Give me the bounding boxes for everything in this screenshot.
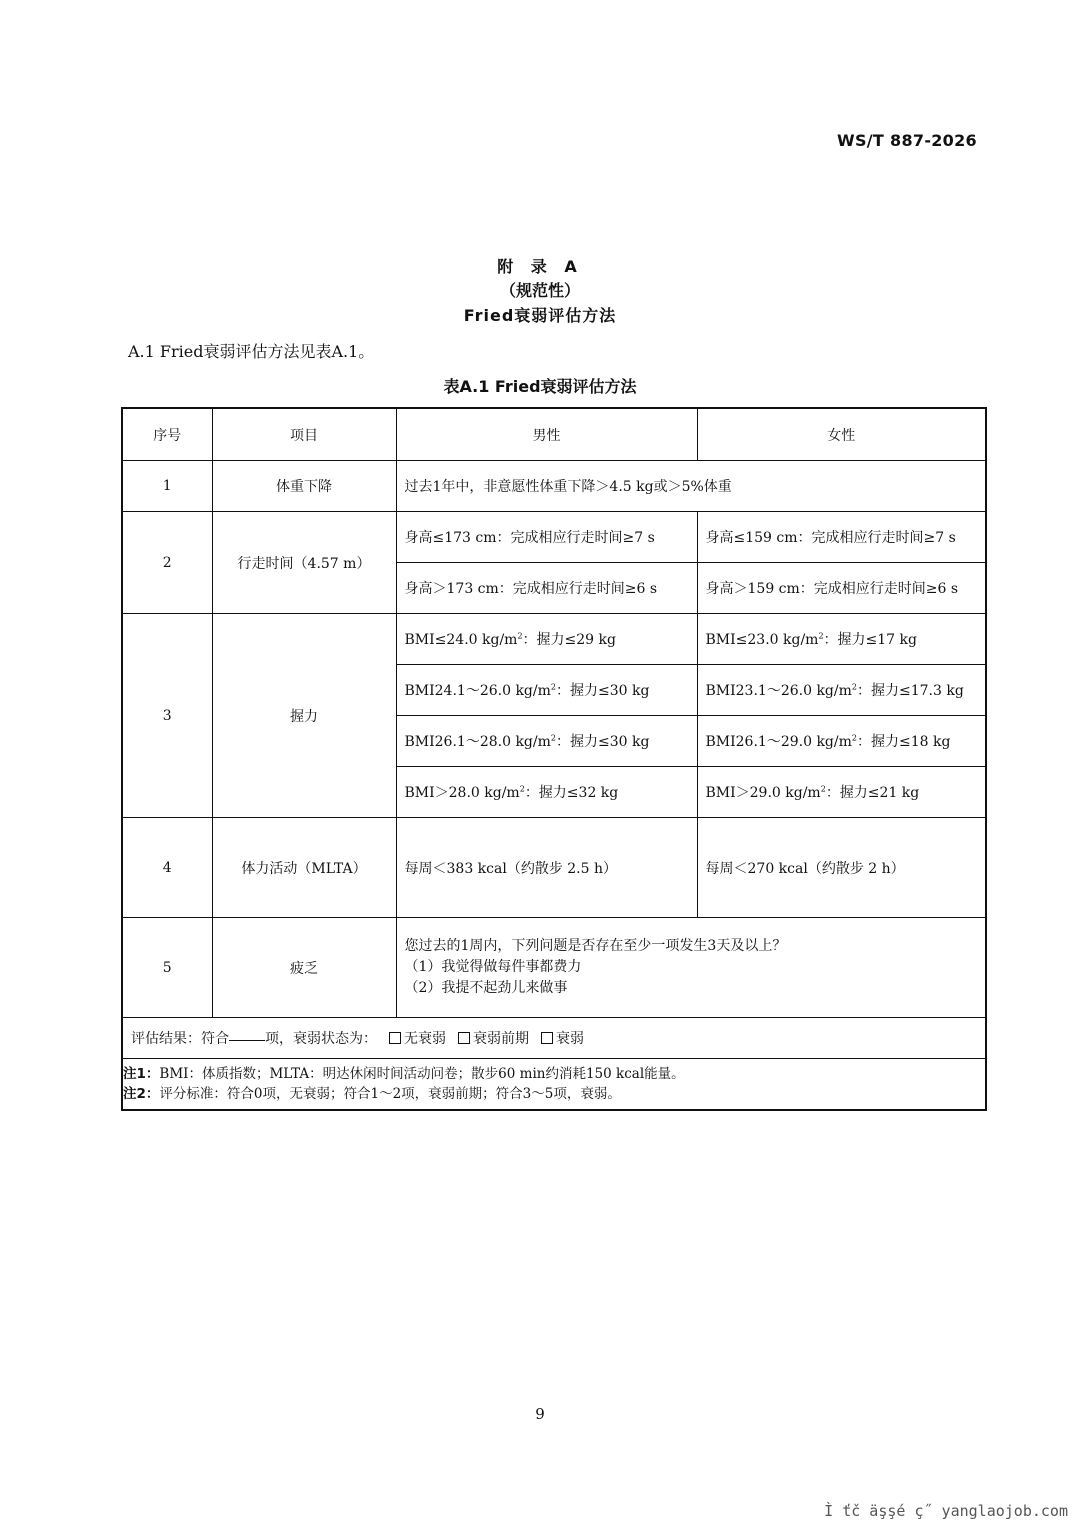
female-criteria: BMI23.1～26.0 $kg/m^2$：握力≤17.3 kg (697, 665, 986, 716)
row-item: 体重下降 (212, 461, 396, 512)
page-number: 9 (535, 1405, 545, 1423)
male-criteria: 身高≤173 cm：完成相应行走时间≥7 s (396, 512, 697, 563)
annex-title: Fried衰弱评估方法 (463, 306, 617, 325)
fried-assessment-table (121, 407, 987, 1111)
assessment-result (122, 1018, 986, 1059)
note-label: 注1： (123, 1066, 160, 1082)
note-label: 注2： (123, 1086, 160, 1102)
male-criteria: BMI26.1～28.0 $kg/m^2$：握力≤30 kg (396, 716, 697, 767)
female-criteria: 每周＜270 kcal（约散步 2 h） (697, 818, 986, 918)
header-male: 男性 (396, 408, 697, 461)
standard-code: WS/T 887-2026 (837, 131, 977, 150)
option-frailty: 衰弱 (556, 1031, 584, 1047)
fatigue-option: （1）我觉得做每件事都费力 (404, 959, 582, 975)
fatigue-question-text: 您过去的1周内，下列问题是否存在至少一项发生3天及以上？ (404, 938, 787, 954)
table-row (122, 512, 986, 563)
assessment-result-row (122, 1018, 986, 1059)
checkbox-pre-frailty[interactable] (458, 1032, 470, 1044)
table-row (122, 614, 986, 665)
header-no: 序号 (122, 408, 212, 461)
header-female: 女性 (697, 408, 986, 461)
row-no: 2 (122, 512, 212, 614)
row-no: 1 (122, 461, 212, 512)
table-header-row (122, 408, 986, 461)
note-1 (123, 1064, 985, 1084)
option-no-frailty: 无衰弱 (404, 1031, 446, 1047)
notes-row (122, 1059, 986, 1111)
notes (122, 1059, 986, 1111)
annex-nature: （规范性） (499, 281, 580, 300)
fatigue-question (396, 918, 986, 1018)
result-count-blank[interactable] (229, 1039, 265, 1041)
table-row (122, 461, 986, 512)
watermark: Ì ťč äşşé ç˝ yanglaojob.com (824, 1502, 1068, 1520)
table-row (122, 818, 986, 918)
note-text: 评分标准：符合0项，无衰弱；符合1～2项，衰弱前期；符合3～5项，衰弱。 (159, 1086, 621, 1102)
row-item: 行走时间（4.57 m） (212, 512, 396, 614)
intro-text: A.1 Fried衰弱评估方法见表A.1。 (128, 342, 375, 361)
table-caption: 表A.1 Fried衰弱评估方法 (443, 377, 637, 396)
male-criteria: BMI＞28.0 $kg/m^2$：握力≤32 kg (396, 767, 697, 818)
header-item: 项目 (212, 408, 396, 461)
row-no: 5 (122, 918, 212, 1018)
female-criteria: BMI≤23.0 $kg/m^2$：握力≤17 kg (697, 614, 986, 665)
fatigue-option: （2）我提不起劲儿来做事 (404, 980, 568, 996)
annex-label: 附 录 A (497, 257, 583, 276)
checkbox-frailty[interactable] (541, 1032, 553, 1044)
female-criteria: 身高≤159 cm：完成相应行走时间≥7 s (697, 512, 986, 563)
note-2 (123, 1084, 985, 1104)
male-criteria: BMI≤24.0 $kg/m^2$：握力≤29 kg (396, 614, 697, 665)
result-prefix: 评估结果：符合 (131, 1031, 229, 1047)
row-item: 体力活动（MLTA） (212, 818, 396, 918)
table-row (122, 918, 986, 1018)
male-criteria: 身高＞173 cm：完成相应行走时间≥6 s (396, 563, 697, 614)
female-criteria: 身高＞159 cm：完成相应行走时间≥6 s (697, 563, 986, 614)
result-suffix: 项，衰弱状态为： (265, 1031, 377, 1047)
female-criteria: BMI＞29.0 $kg/m^2$：握力≤21 kg (697, 767, 986, 818)
weight-loss-criteria: 过去1年中，非意愿性体重下降＞4.5 kg或＞5%体重 (396, 461, 986, 512)
row-no: 4 (122, 818, 212, 918)
row-no: 3 (122, 614, 212, 818)
female-criteria: BMI26.1～29.0 $kg/m^2$：握力≤18 kg (697, 716, 986, 767)
checkbox-no-frailty[interactable] (389, 1032, 401, 1044)
male-criteria: BMI24.1～26.0 $kg/m^2$：握力≤30 kg (396, 665, 697, 716)
note-text: BMI：体质指数；MLTA：明达休闲时间活动问卷；散步60 min约消耗150 kcal能量。 (159, 1066, 685, 1082)
row-item: 握力 (212, 614, 396, 818)
male-criteria: 每周＜383 kcal（约散步 2.5 h） (396, 818, 697, 918)
option-pre-frailty: 衰弱前期 (473, 1031, 529, 1047)
row-item: 疲乏 (212, 918, 396, 1018)
